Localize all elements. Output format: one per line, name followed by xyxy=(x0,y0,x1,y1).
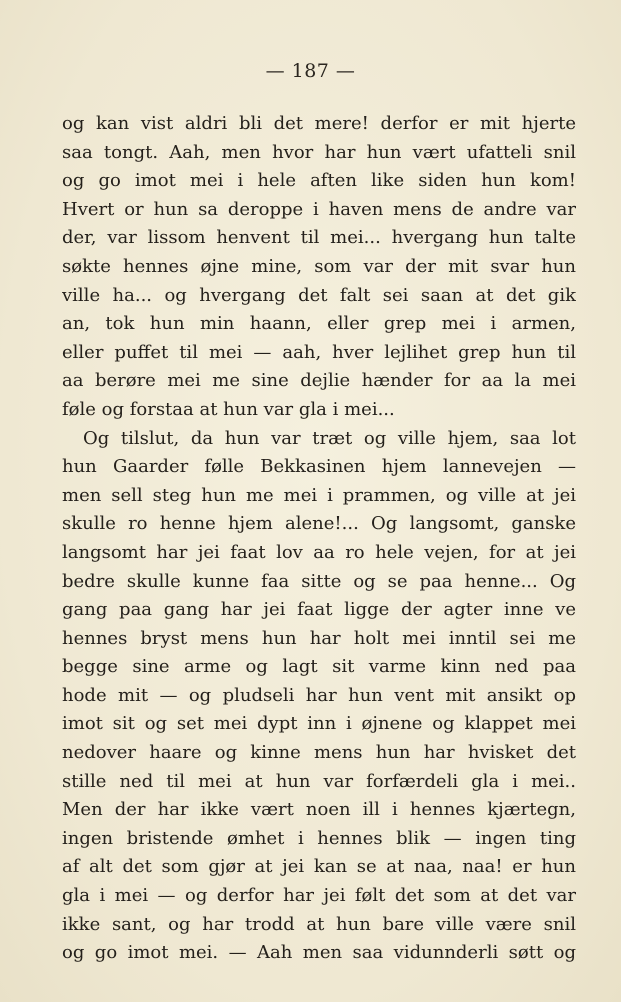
text-line: hun Gaarder følle Bekkasinen hjem lannevejen — xyxy=(62,456,576,478)
text-line: der, var lissom henvent til mei... hvergang hun talte xyxy=(62,227,576,249)
text-line: skulle ro henne hjem alene!... Og langsomt, ganske xyxy=(62,513,576,535)
text-line: gang paa gang har jei faat ligge der agter inne ve xyxy=(62,599,576,621)
text-line: men sell steg hun me mei i prammen, og ville at jei xyxy=(62,484,576,506)
text-line: hode mit — og pludseli har hun vent mit ansikt op xyxy=(62,684,576,706)
text-line: an, tok hun min haann, eller grep mei i armen, xyxy=(62,313,576,335)
text-line: gla i mei — og derfor har jei følt det som at det var xyxy=(62,885,576,907)
text-line: af alt det som gjør at jei kan se at naa, naa! er hun xyxy=(62,856,576,878)
text-line: Hvert or hun sa deroppe i haven mens de andre var xyxy=(62,198,576,220)
page-number: — 187 — xyxy=(265,60,356,82)
text-line: og go imot mei i hele aften like siden hun kom! xyxy=(62,170,576,192)
text-line: langsomt har jei faat lov aa ro hele vejen, for at jei xyxy=(62,541,576,563)
text-line: føle og forstaa at hun var gla i mei... xyxy=(62,398,395,420)
text-line: og go imot mei. — Aah men saa vidunnderli søtt og xyxy=(62,942,576,964)
body-text xyxy=(62,110,576,968)
text-line: bedre skulle kunne faa sitte og se paa henne... Og xyxy=(62,570,576,592)
text-line: begge sine arme og lagt sit varme kinn ned paa xyxy=(62,656,576,678)
text-line: stille ned til mei at hun var forfærdeli gla i mei.. xyxy=(62,770,576,792)
text-line: søkte hennes øjne mine, som var der mit svar hun xyxy=(62,255,576,277)
text-line: hennes bryst mens hun har holt mei inntil sei me xyxy=(62,627,576,649)
text-line: Men der har ikke vært noen ill i hennes kjærtegn, xyxy=(62,799,576,821)
text-line: ingen bristende ømhet i hennes blik — ingen ting xyxy=(62,827,576,849)
text-line: Og tilslut, da hun var træt og ville hjem, saa lot xyxy=(83,427,576,449)
text-line: og kan vist aldri bli det mere! derfor er mit hjerte xyxy=(62,113,576,134)
text-line: aa berøre mei me sine dejlie hænder for aa la mei xyxy=(62,370,576,392)
text-line: nedover haare og kinne mens hun har hvisket det xyxy=(62,742,576,764)
text-line: imot sit og set mei dypt inn i øjnene og klappet mei xyxy=(62,713,576,735)
text-line: ikke sant, og har trodd at hun bare ville være snil xyxy=(62,913,576,935)
text-line: ville ha... og hvergang det falt sei saan at det gik xyxy=(62,284,576,306)
text-line: eller puffet til mei — aah, hver lejlihet grep hun til xyxy=(62,341,576,363)
text-line: saa tongt. Aah, men hvor har hun vært ufatteli snil xyxy=(62,141,576,163)
